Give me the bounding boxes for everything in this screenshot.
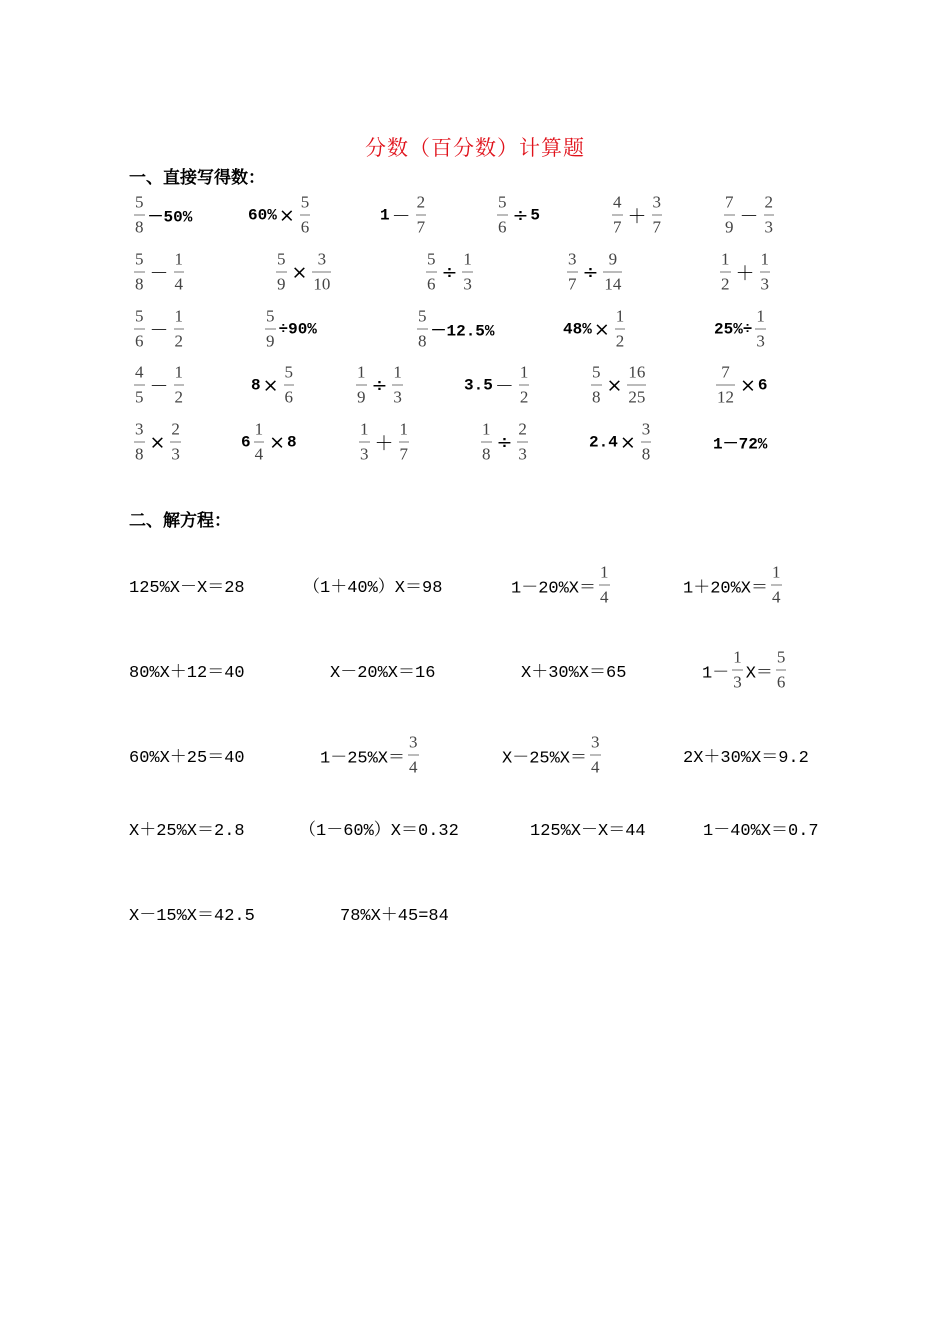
operator: － xyxy=(739,205,759,228)
fraction xyxy=(603,250,622,295)
expression-text: 125%X－X＝44 xyxy=(530,822,646,841)
calc-problem xyxy=(353,363,406,408)
operator: × xyxy=(278,204,295,226)
denominator: 9 xyxy=(356,385,367,408)
expression-text: 80%X＋12＝40 xyxy=(129,664,245,683)
denominator: 7 xyxy=(612,215,623,238)
denominator: 9 xyxy=(265,329,276,352)
fraction xyxy=(776,648,787,693)
calc-problem xyxy=(714,307,769,352)
fraction xyxy=(497,193,508,238)
fraction xyxy=(462,250,473,295)
section-heading-equations: 二、解方程： xyxy=(129,511,231,531)
numerator: 1 xyxy=(756,306,765,326)
fraction xyxy=(755,307,766,352)
numerator: 7 xyxy=(721,362,730,382)
denominator: 8 xyxy=(481,442,492,465)
fraction xyxy=(417,307,428,352)
equation-problem xyxy=(340,900,449,926)
calc-problem xyxy=(563,307,628,352)
fraction xyxy=(724,193,735,238)
fraction xyxy=(174,363,185,408)
numerator: 3 xyxy=(135,419,144,439)
numerator: 2 xyxy=(416,192,426,212)
equation-problem xyxy=(129,900,255,926)
fraction xyxy=(134,193,145,238)
operator: ÷ xyxy=(441,261,458,283)
numerator: 5 xyxy=(427,249,436,269)
numerator: 1 xyxy=(463,249,472,269)
numerator: 3 xyxy=(591,732,600,752)
expression-text: X－20%X＝16 xyxy=(330,664,436,683)
expression-text: 125%X－X＝28 xyxy=(129,579,245,598)
equation-problem xyxy=(320,733,422,778)
numerator: 1 xyxy=(393,362,402,382)
denominator: 8 xyxy=(641,442,652,465)
fraction xyxy=(134,363,145,408)
numerator: 1 xyxy=(399,419,409,439)
numerator: 1 xyxy=(360,419,369,439)
expression-text: 1－40%X＝0.7 xyxy=(703,822,819,841)
expression-text: 2X＋30%X＝9.2 xyxy=(683,749,809,768)
calc-problem xyxy=(713,363,768,408)
numerator: 3 xyxy=(317,249,327,269)
fraction xyxy=(612,193,623,238)
fraction xyxy=(408,733,419,778)
fraction xyxy=(416,193,427,238)
numerator: 5 xyxy=(284,362,294,382)
calc-problem xyxy=(131,307,187,352)
denominator: 14 xyxy=(603,272,622,295)
denominator: 8 xyxy=(591,385,602,408)
calc-problem xyxy=(588,363,649,408)
calc-problem xyxy=(248,193,313,238)
numerator: 5 xyxy=(135,192,144,212)
denominator: 12 xyxy=(716,385,735,408)
calc-problem xyxy=(131,420,184,465)
denominator: 8 xyxy=(134,272,145,295)
calc-problem xyxy=(262,307,317,352)
denominator: 6 xyxy=(284,385,295,408)
fraction xyxy=(519,363,530,408)
numerator: 5 xyxy=(277,249,286,269)
calc-problem xyxy=(414,307,495,352)
denominator: 5 xyxy=(134,385,145,408)
numerator: 2 xyxy=(518,419,527,439)
fraction xyxy=(399,420,410,465)
equation-problem xyxy=(683,742,809,768)
expression-text: －12.5% xyxy=(430,322,495,341)
fraction xyxy=(134,250,145,295)
denominator: 6 xyxy=(134,329,145,352)
equation-problem xyxy=(129,657,245,683)
calc-problem xyxy=(478,420,531,465)
denominator: 3 xyxy=(732,670,743,693)
fraction xyxy=(590,733,601,778)
numerator: 7 xyxy=(725,192,734,212)
expression-text: －50% xyxy=(147,208,193,227)
calc-problem xyxy=(131,193,192,238)
expression-text: 6 xyxy=(241,433,251,451)
expression-text: 1－25%X＝ xyxy=(320,749,406,768)
denominator: 4 xyxy=(174,272,185,295)
expression-text: 48% xyxy=(563,320,592,338)
equation-problem xyxy=(703,815,819,841)
expression-text: 1＋20%X＝ xyxy=(683,579,769,598)
numerator: 1 xyxy=(772,562,781,582)
expression-text: X－15%X＝42.5 xyxy=(129,907,255,926)
denominator: 3 xyxy=(764,215,775,238)
operator: × xyxy=(606,374,623,396)
numerator: 4 xyxy=(135,362,144,382)
calc-problem xyxy=(609,193,665,238)
fraction xyxy=(720,250,731,295)
denominator: 25 xyxy=(627,385,646,408)
fraction xyxy=(356,363,367,408)
denominator: 7 xyxy=(416,215,427,238)
denominator: 4 xyxy=(254,442,265,465)
fraction xyxy=(300,193,311,238)
operator: － xyxy=(149,375,169,398)
denominator: 6 xyxy=(497,215,508,238)
numerator: 1 xyxy=(615,306,625,326)
section-heading-direct: 一、直接写得数： xyxy=(129,168,265,188)
fraction xyxy=(591,363,602,408)
fraction xyxy=(481,420,492,465)
fraction xyxy=(134,307,145,352)
calc-problem xyxy=(251,363,297,408)
fraction xyxy=(359,420,370,465)
fraction xyxy=(764,193,775,238)
denominator: 2 xyxy=(519,385,530,408)
numerator: 2 xyxy=(764,192,774,212)
calc-problem xyxy=(131,363,187,408)
calc-problem xyxy=(273,250,334,295)
calc-problem xyxy=(131,250,187,295)
fraction xyxy=(652,193,663,238)
equation-problem xyxy=(330,657,435,683)
operator: ＋ xyxy=(627,205,647,228)
denominator: 10 xyxy=(312,272,331,295)
operator: × xyxy=(262,374,279,396)
fraction xyxy=(134,420,145,465)
fraction xyxy=(170,420,181,465)
expression-text: 78%X＋45=84 xyxy=(340,907,449,926)
numerator: 1 xyxy=(600,562,609,582)
calc-problem xyxy=(464,363,532,408)
operator: ÷ xyxy=(496,431,513,453)
operator: ＋ xyxy=(735,262,755,285)
expression-text: X＋30%X＝65 xyxy=(521,664,627,683)
numerator: 3 xyxy=(641,419,651,439)
expression-text: （1－60%）X＝0.32 xyxy=(299,822,459,841)
fraction xyxy=(760,250,771,295)
denominator: 3 xyxy=(517,442,528,465)
numerator: 1 xyxy=(760,249,770,269)
expression-text: ÷90% xyxy=(278,320,317,338)
calc-problem xyxy=(356,420,412,465)
fraction xyxy=(732,648,743,693)
calc-problem xyxy=(717,250,773,295)
expression-text: 60% xyxy=(248,206,277,224)
fraction xyxy=(641,420,652,465)
fraction xyxy=(392,363,403,408)
denominator: 3 xyxy=(760,272,771,295)
calc-problem xyxy=(721,193,777,238)
expression-text: X＋25%X＝2.8 xyxy=(129,822,245,841)
operator: × xyxy=(619,431,636,453)
numerator: 9 xyxy=(608,249,618,269)
denominator: 3 xyxy=(392,385,403,408)
numerator: 1 xyxy=(174,306,184,326)
operator: × xyxy=(740,374,756,396)
denominator: 2 xyxy=(615,329,626,352)
denominator: 2 xyxy=(174,329,185,352)
denominator: 3 xyxy=(755,329,766,352)
denominator: 6 xyxy=(426,272,437,295)
operator: × xyxy=(269,431,286,453)
numerator: 2 xyxy=(171,419,180,439)
equation-problem xyxy=(511,563,613,608)
numerator: 1 xyxy=(482,419,491,439)
equation-problem xyxy=(303,572,442,598)
denominator: 6 xyxy=(300,215,311,238)
calc-problem xyxy=(241,420,297,465)
denominator: 2 xyxy=(720,272,731,295)
fraction xyxy=(567,250,578,295)
fraction xyxy=(627,363,646,408)
equation-problem xyxy=(129,815,245,841)
expression-text: 1－72% xyxy=(713,435,768,454)
expression-text: 1－ xyxy=(702,664,730,683)
operator: － xyxy=(494,375,514,398)
expression-text: 8 xyxy=(251,376,261,394)
fraction xyxy=(254,420,265,465)
denominator: 3 xyxy=(462,272,473,295)
calc-problem xyxy=(423,250,476,295)
denominator: 8 xyxy=(417,329,428,352)
denominator: 4 xyxy=(599,585,610,608)
numerator: 5 xyxy=(135,249,144,269)
operator: × xyxy=(149,431,166,453)
expression-text: 5 xyxy=(530,206,541,224)
operator: ÷ xyxy=(512,204,529,226)
fraction xyxy=(284,363,295,408)
numerator: 16 xyxy=(628,362,646,382)
calc-problem xyxy=(713,431,767,454)
equation-problem xyxy=(521,657,626,683)
denominator: 3 xyxy=(170,442,181,465)
numerator: 1 xyxy=(519,362,529,382)
expression-text: （1＋40%）X＝98 xyxy=(303,579,443,598)
numerator: 5 xyxy=(266,306,275,326)
numerator: 1 xyxy=(254,419,264,439)
expression-text: 1 xyxy=(380,206,390,224)
denominator: 8 xyxy=(134,442,145,465)
expression-text: 3.5 xyxy=(464,376,493,394)
denominator: 2 xyxy=(174,385,185,408)
denominator: 7 xyxy=(652,215,663,238)
denominator: 4 xyxy=(590,755,601,778)
expression-text: 1－20%X＝ xyxy=(511,579,597,598)
fraction xyxy=(517,420,528,465)
fraction xyxy=(716,363,735,408)
expression-text: X－25%X＝ xyxy=(502,749,588,768)
fraction xyxy=(312,250,331,295)
numerator: 3 xyxy=(409,732,418,752)
denominator: 3 xyxy=(359,442,370,465)
numerator: 5 xyxy=(498,192,507,212)
numerator: 1 xyxy=(174,249,184,269)
numerator: 5 xyxy=(300,192,310,212)
operator: ＋ xyxy=(374,432,394,455)
expression-text: 60%X＋25＝40 xyxy=(129,749,245,768)
numerator: 5 xyxy=(135,306,144,326)
expression-text: X＝ xyxy=(745,664,773,683)
numerator: 4 xyxy=(613,192,622,212)
equation-problem xyxy=(129,742,245,768)
expression-text: 2.4 xyxy=(589,433,618,451)
operator: × xyxy=(593,318,610,340)
numerator: 1 xyxy=(174,362,184,382)
operator: ÷ xyxy=(582,261,599,283)
calc-problem xyxy=(380,193,429,238)
calc-problem xyxy=(589,420,654,465)
calc-problem xyxy=(494,193,540,238)
numerator: 5 xyxy=(592,362,601,382)
numerator: 5 xyxy=(776,647,786,667)
numerator: 1 xyxy=(733,647,742,667)
operator: － xyxy=(391,205,411,228)
numerator: 1 xyxy=(721,249,730,269)
numerator: 3 xyxy=(568,249,577,269)
operator: － xyxy=(149,319,169,342)
expression-text: 25%÷ xyxy=(714,320,753,338)
equation-problem xyxy=(502,733,604,778)
equation-problem xyxy=(702,648,789,693)
denominator: 4 xyxy=(408,755,419,778)
denominator: 9 xyxy=(724,215,735,238)
numerator: 5 xyxy=(418,306,427,326)
fraction xyxy=(615,307,626,352)
denominator: 6 xyxy=(776,670,787,693)
operator: ÷ xyxy=(371,374,388,396)
denominator: 9 xyxy=(276,272,287,295)
equation-problem xyxy=(129,572,245,598)
fraction xyxy=(599,563,610,608)
equation-problem xyxy=(530,815,646,841)
fraction xyxy=(276,250,287,295)
denominator: 7 xyxy=(399,442,410,465)
denominator: 8 xyxy=(134,215,145,238)
fraction xyxy=(174,307,185,352)
fraction xyxy=(174,250,185,295)
fraction xyxy=(426,250,437,295)
numerator: 1 xyxy=(357,362,366,382)
operator: － xyxy=(149,262,169,285)
numerator: 3 xyxy=(652,192,662,212)
denominator: 4 xyxy=(771,585,782,608)
calc-problem xyxy=(564,250,625,295)
fraction xyxy=(771,563,782,608)
equation-problem xyxy=(683,563,785,608)
operator: × xyxy=(291,261,308,283)
expression-text: 6 xyxy=(757,376,768,394)
fraction xyxy=(265,307,276,352)
page-title: 分数（百分数）计算题 xyxy=(365,136,585,160)
denominator: 7 xyxy=(567,272,578,295)
expression-text: 8 xyxy=(287,433,297,451)
equation-problem xyxy=(299,815,459,841)
